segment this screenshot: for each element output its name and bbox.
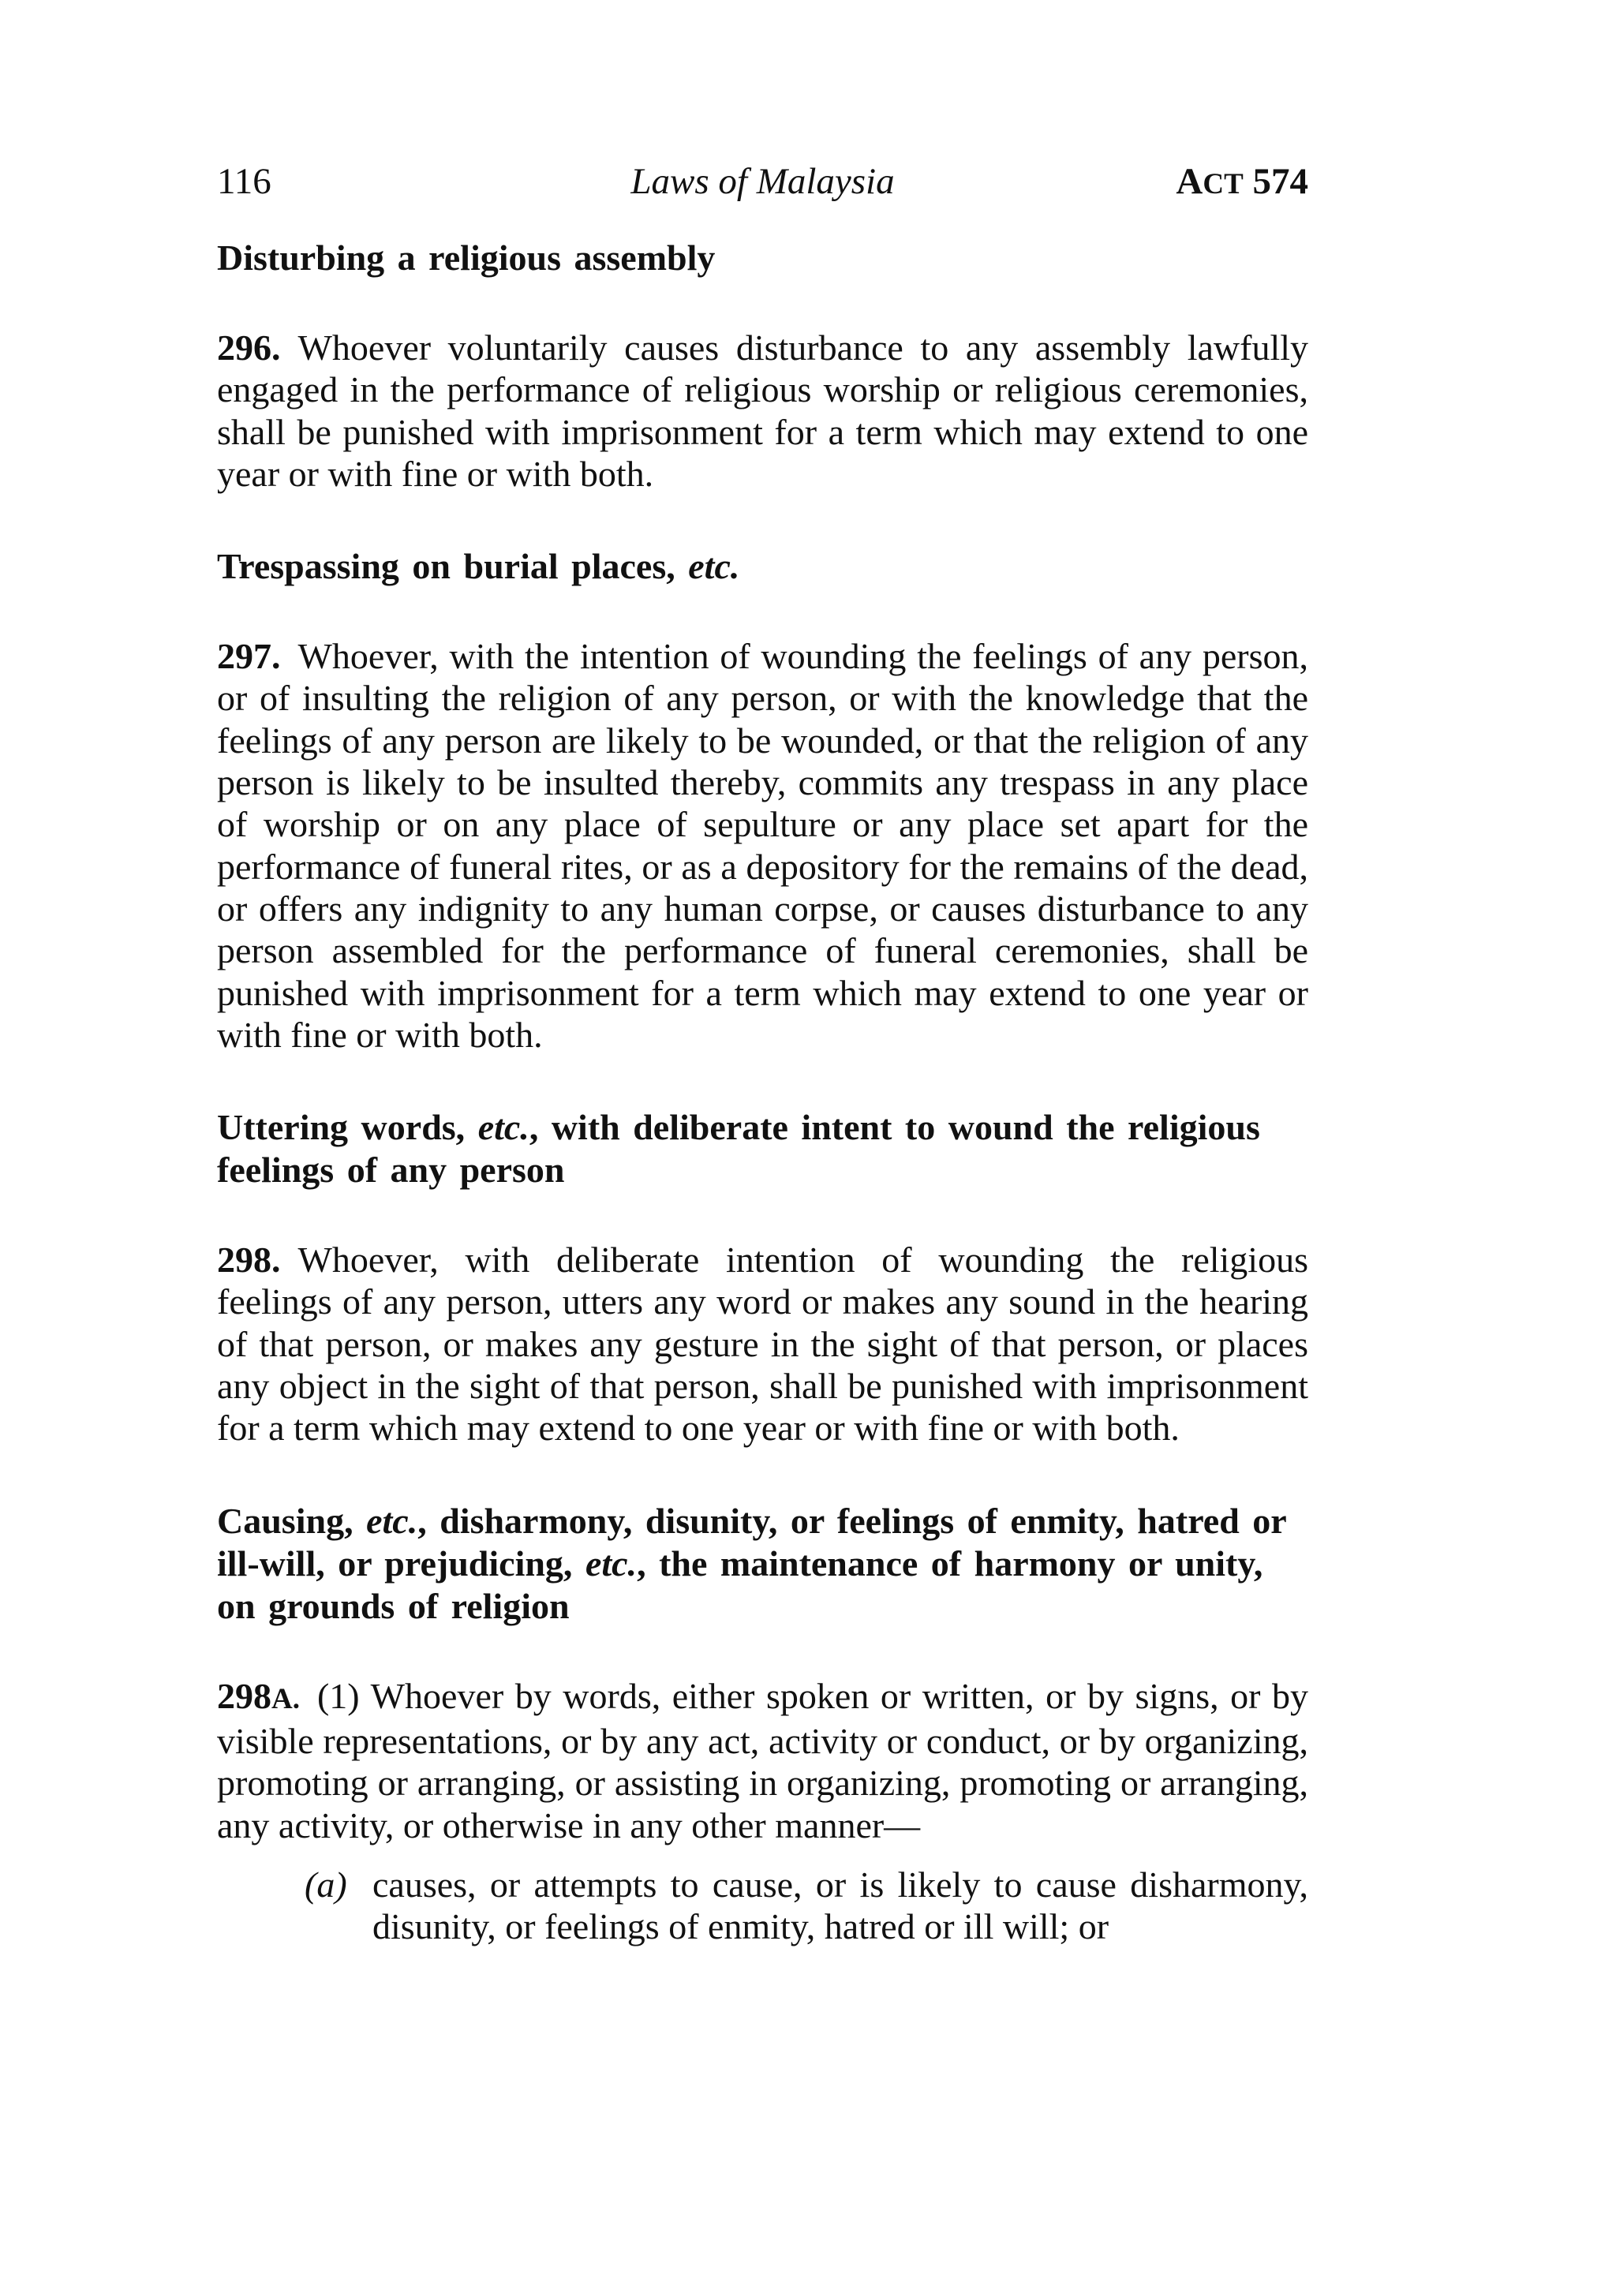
section-296 — [217, 327, 1308, 495]
book-title: Laws of Malaysia — [630, 161, 895, 202]
act-number: 574 — [1252, 161, 1308, 202]
heading-text-rest: , the maintenance of harmony or unity, on grounds of religion — [217, 1543, 1263, 1626]
document-page — [217, 158, 1308, 1947]
section-text: Whoever, with the intention of wounding the feelings of any person, or of insulting the religion of any person, or with the knowledge that the feelings of any person are likely to be wounded, or that the religion of any person is likely to be insulted thereby, commits any trespass in any place of worship or on any place of sepulture or any place set apart for the performance of funeral rites, or as a depository for the remains of the dead, or offers any indignity to any human corpse, or causes disturbance to any person assembled for the performance of funeral ceremonies, shall be punished with imprisonment for a term which may extend to one year or with fine or with both. — [217, 636, 1308, 1055]
act-prefix-smallcaps: CT — [1203, 168, 1244, 200]
heading-italic: etc. — [477, 1107, 529, 1148]
heading-text-rest: , with deliberate intent to wound the religious feelings of any person — [217, 1107, 1260, 1191]
section-heading-298 — [217, 1106, 1308, 1191]
section-heading-297 — [217, 545, 1308, 588]
act-reference — [1176, 158, 1308, 208]
paragraph-a — [217, 1864, 1308, 1948]
section-number: 298. — [217, 1240, 281, 1281]
heading-italic: etc. — [366, 1500, 418, 1541]
heading-italic: etc. — [688, 546, 740, 587]
running-header — [217, 158, 1308, 205]
section-298 — [217, 1239, 1308, 1449]
section-text: Whoever by words, either spoken or written, or by signs, or by visible representations, or by any act, activity or conduct, or by organizing, promoting or arranging, or assisting in organizing, promoting or arranging, any activity, or otherwise in any other manner— — [217, 1675, 1308, 1845]
heading-text: Trespassing on burial places, — [217, 546, 675, 587]
subsection-number: (1) — [316, 1675, 360, 1716]
paragraph-text: causes, or attempts to cause, or is likely to cause disharmony, disunity, or feelings of enmity, hatred or ill will; or — [372, 1864, 1308, 1947]
paragraph-label: (a) — [305, 1864, 347, 1905]
heading-italic-2: etc. — [585, 1543, 638, 1584]
act-prefix-initial: A — [1176, 161, 1203, 202]
section-number-main: 298 — [217, 1675, 271, 1716]
heading-text-middle: , disharmony, disunity, or feelings of enmity, hatred or ill-will, or prejudicing, — [217, 1500, 1286, 1584]
section-heading-298a — [217, 1500, 1308, 1628]
section-number — [217, 1676, 300, 1716]
heading-text: Causing, — [217, 1500, 354, 1541]
section-298a — [217, 1675, 1308, 1846]
section-number: 296. — [217, 327, 281, 368]
section-text: Whoever voluntarily causes disturbance to any assembly lawfully engaged in the performance of religious worship or religious ceremonies, shall be punished with imprisonment for a term which may extend to one year or with fine or with both. — [217, 327, 1308, 494]
section-number: 297. — [217, 636, 281, 677]
page-number: 116 — [217, 161, 271, 202]
section-number-suffix: A. — [271, 1682, 300, 1715]
section-text: Whoever, with deliberate intention of wounding the religious feelings of any person, utters any word or makes any sound in the hearing of that person, or makes any gesture in the sight of that person, or places any object in the sight of that person, shall be punished with imprisonment for a term which may extend to one year or with fine or with both. — [217, 1240, 1308, 1449]
section-heading-296: Disturbing a religious assembly — [217, 237, 716, 278]
heading-text: Uttering words, — [217, 1107, 466, 1148]
section-297 — [217, 635, 1308, 1056]
